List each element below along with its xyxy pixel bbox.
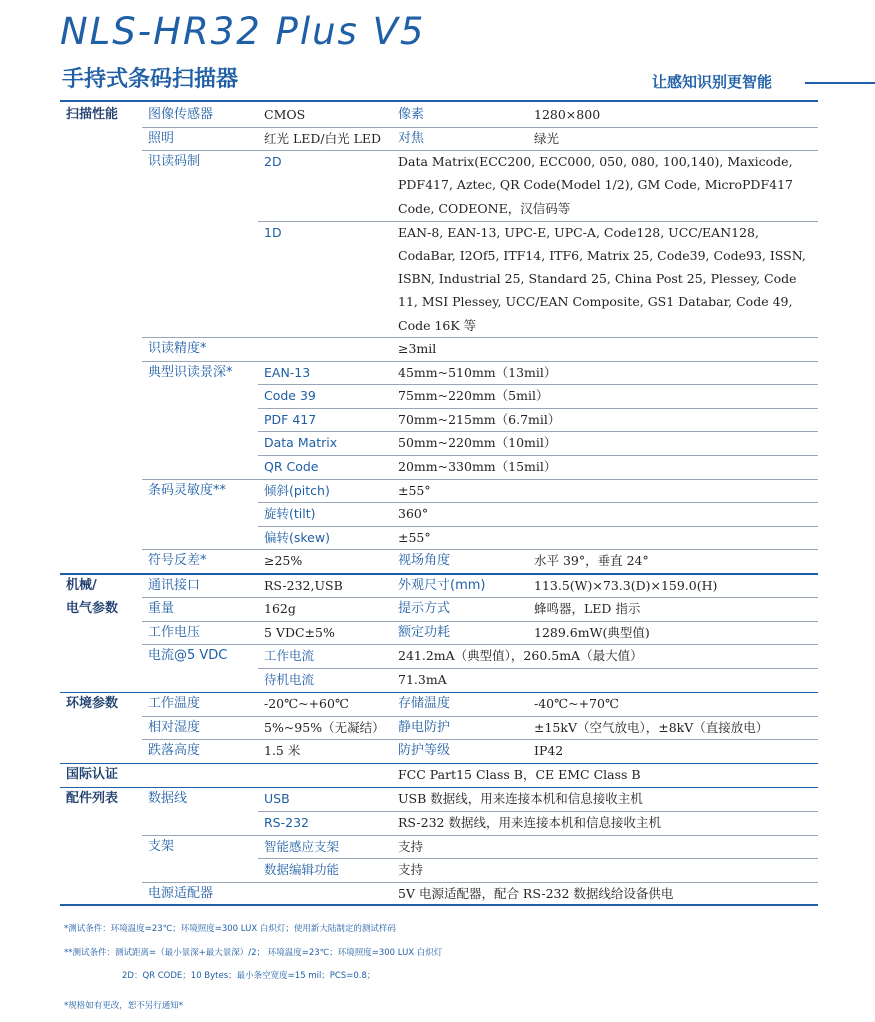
- table-row: [60, 549, 818, 573]
- value-field-of-view: 水平 39°，垂直 24°: [534, 553, 649, 569]
- table-row: [60, 526, 818, 550]
- label-rs232-cable: RS-232: [264, 815, 309, 830]
- label-1d: 1D: [264, 224, 282, 240]
- footnote-3: 2D：QR CODE；10 Bytes；最小条空宽度=15 mil；PCS=0.8；: [122, 971, 376, 981]
- label-image-sensor: 图像传感器: [148, 107, 214, 122]
- table-row: [60, 811, 818, 835]
- table-row: [60, 882, 818, 906]
- label-esd: 静电防护: [398, 719, 451, 735]
- value-data-editing: 支持: [398, 862, 424, 878]
- label-sensitivity: 条码灵敏度**: [148, 482, 227, 498]
- label-storage-temp: 存储温度: [398, 696, 451, 711]
- table-row: [60, 574, 818, 598]
- section-certification: 国际认证: [66, 767, 119, 783]
- label-ip-rating: 防护等级: [398, 743, 451, 759]
- table-row: [60, 716, 818, 740]
- table-row: [60, 221, 818, 337]
- section-scan: 扫描性能: [66, 107, 119, 122]
- value-working-current: 241.2mA（典型值），260.5mA（最大值）: [398, 648, 643, 664]
- dof-value: 45mm~510mm（13mil）: [398, 364, 557, 380]
- value-power-adapter: 5V 电源适配器，配合 RS-232 数据线给设备供电: [398, 885, 674, 901]
- value-pixel: 1280×800: [534, 107, 601, 122]
- value-voltage: 5 VDC±5%: [264, 624, 335, 640]
- footnote-2: **测试条件：测试距离=（最小景深+最大景深）/2； 环境温度=23℃；环境照度=300 LUX 白炽灯: [64, 948, 443, 958]
- table-row: [60, 361, 818, 385]
- label-contrast: 符号反差*: [148, 553, 207, 569]
- label-focus: 对焦: [398, 130, 425, 146]
- table-row: [60, 597, 818, 621]
- label-working-current: 工作电流: [264, 648, 315, 664]
- table-row: [60, 337, 818, 361]
- table-row: [60, 787, 818, 811]
- value-2d-symbologies: Data Matrix(ECC200, ECC000, 050, 080, 100,140), Maxicode, PDF417, Aztec, QR Code(Model 1/2), GM Code, MicroPDF417 Code, CODEONE，汉信码等: [398, 154, 793, 216]
- table-row: [60, 668, 818, 692]
- dof-code: QR Code: [264, 459, 319, 474]
- section-electrical: 电气参数: [66, 601, 119, 617]
- label-smart-stand: 智能感应支架: [264, 838, 340, 854]
- label-symbologies: 识读码制: [148, 154, 201, 170]
- value-focus: 绿光: [534, 130, 560, 146]
- label-standby-current: 待机电流: [264, 671, 315, 687]
- table-row: [60, 103, 818, 127]
- slogan-divider: [805, 82, 875, 84]
- sensitivity-value: 360°: [398, 506, 429, 522]
- value-humidity: 5%~95%（无凝结）: [264, 719, 385, 735]
- label-humidity: 相对湿度: [148, 719, 201, 735]
- value-image-sensor: CMOS: [264, 107, 306, 122]
- section-environment: 环境参数: [66, 696, 119, 711]
- dof-code: Code 39: [264, 388, 316, 404]
- sensitivity-value: ±55°: [398, 529, 431, 545]
- label-usb-cable: USB: [264, 791, 290, 807]
- value-ip-rating: IP42: [534, 743, 564, 759]
- table-row: [60, 408, 818, 432]
- dof-value: 50mm~220mm（10mil）: [398, 435, 557, 451]
- value-interface: RS-232,USB: [264, 577, 343, 593]
- table-row: [60, 739, 818, 763]
- table-bottom-rule: [60, 904, 818, 906]
- value-illumination: 红光 LED/白光 LED: [264, 130, 382, 146]
- label-stand: 支架: [148, 838, 175, 854]
- sensitivity-name: 偏转(skew): [264, 529, 330, 545]
- label-prompt: 提示方式: [398, 601, 451, 617]
- table-row: [60, 835, 818, 859]
- label-depth-of-field: 典型识读景深*: [148, 364, 233, 380]
- label-voltage: 工作电压: [148, 624, 201, 640]
- value-contrast: ≥25%: [264, 553, 303, 569]
- table-row: [60, 502, 818, 526]
- section-accessories: 配件列表: [66, 791, 119, 807]
- table-row: [60, 644, 818, 668]
- dof-value: 70mm~215mm（6.7mil）: [398, 411, 561, 427]
- footnote-4: *规格如有更改，恕不另行通知*: [64, 1001, 184, 1011]
- label-pixel: 像素: [398, 107, 425, 122]
- section-mechanical: 机械/: [66, 577, 97, 593]
- dof-code: PDF 417: [264, 411, 317, 427]
- table-row: [60, 692, 818, 716]
- sensitivity-name: 倾斜(pitch): [264, 482, 330, 498]
- label-power-adapter: 电源适配器: [148, 885, 214, 901]
- label-weight: 重量: [148, 601, 175, 617]
- dof-value: 20mm~330mm（15mil）: [398, 459, 557, 474]
- sensitivity-name: 旋转(tilt): [264, 506, 316, 522]
- product-model-title: NLS-HR32 Plus V5: [60, 10, 426, 53]
- slogan: 让感知识别更智能: [652, 73, 773, 91]
- value-drop-height: 1.5 米: [264, 743, 301, 759]
- value-dimensions: 113.5(W)×73.3(D)×159.0(H): [534, 577, 718, 593]
- table-top-rule: [60, 100, 818, 102]
- value-weight: 162g: [264, 601, 296, 617]
- label-precision: 识读精度*: [148, 341, 207, 356]
- sensitivity-value: ±55°: [398, 482, 431, 498]
- label-drop-height: 跌落高度: [148, 743, 201, 759]
- label-dimensions: 外观尺寸(mm): [398, 577, 486, 593]
- table-row: [60, 763, 818, 787]
- dof-value: 75mm~220mm（5mil）: [398, 388, 549, 404]
- label-cable: 数据线: [148, 791, 188, 807]
- label-data-editing: 数据编辑功能: [264, 862, 340, 878]
- label-interface: 通讯接口: [148, 577, 201, 593]
- footnote-1: *测试条件：环境温度=23℃；环境照度=300 LUX 白炽灯；使用新大陆制定的测试样码: [64, 924, 396, 934]
- dof-code: EAN-13: [264, 364, 311, 380]
- value-1d-symbologies: EAN-8, EAN-13, UPC-E, UPC-A, Code128, UCC/EAN128, CodaBar, I2Of5, ITF14, ITF6, Matrix 25, Code39, Code93, ISSN, ISBN, Industrial 25, Standard 25, China Post 25, Plessey, Code 11, MSI Plessey, UCC/EAN Composite, GS1 Databar, Code 49, Code 16K 等: [398, 224, 806, 333]
- table-row: [60, 150, 818, 220]
- table-row: [60, 127, 818, 151]
- value-esd: ±15kV（空气放电），±8kV（直接放电）: [534, 719, 769, 735]
- value-smart-stand: 支持: [398, 838, 424, 854]
- table-row: [60, 479, 818, 503]
- table-row: [60, 384, 818, 408]
- table-row: [60, 455, 818, 479]
- label-2d: 2D: [264, 154, 282, 170]
- value-standby-current: 71.3mA: [398, 671, 447, 687]
- value-certification: FCC Part15 Class B，CE EMC Class B: [398, 767, 641, 783]
- label-current: 电流@5 VDC: [148, 648, 228, 664]
- value-rs232-cable: RS-232 数据线，用来连接本机和信息接收主机: [398, 815, 661, 830]
- value-operating-temp: -20℃~+60℃: [264, 696, 349, 711]
- dof-code: Data Matrix: [264, 435, 338, 451]
- value-usb-cable: USB 数据线，用来连接本机和信息接收主机: [398, 791, 643, 807]
- value-power: 1289.6mW(典型值): [534, 624, 650, 640]
- value-prompt: 蜂鸣器，LED 指示: [534, 601, 641, 617]
- label-operating-temp: 工作温度: [148, 696, 201, 711]
- label-illumination: 照明: [148, 130, 175, 146]
- value-precision: ≥3mil: [398, 341, 437, 356]
- label-field-of-view: 视场角度: [398, 553, 451, 569]
- table-row: [60, 858, 818, 882]
- product-subtitle: 手持式条码扫描器: [62, 67, 239, 92]
- table-row: [60, 431, 818, 455]
- value-storage-temp: -40℃~+70℃: [534, 696, 619, 711]
- table-row: [60, 621, 818, 645]
- label-power: 额定功耗: [398, 624, 451, 640]
